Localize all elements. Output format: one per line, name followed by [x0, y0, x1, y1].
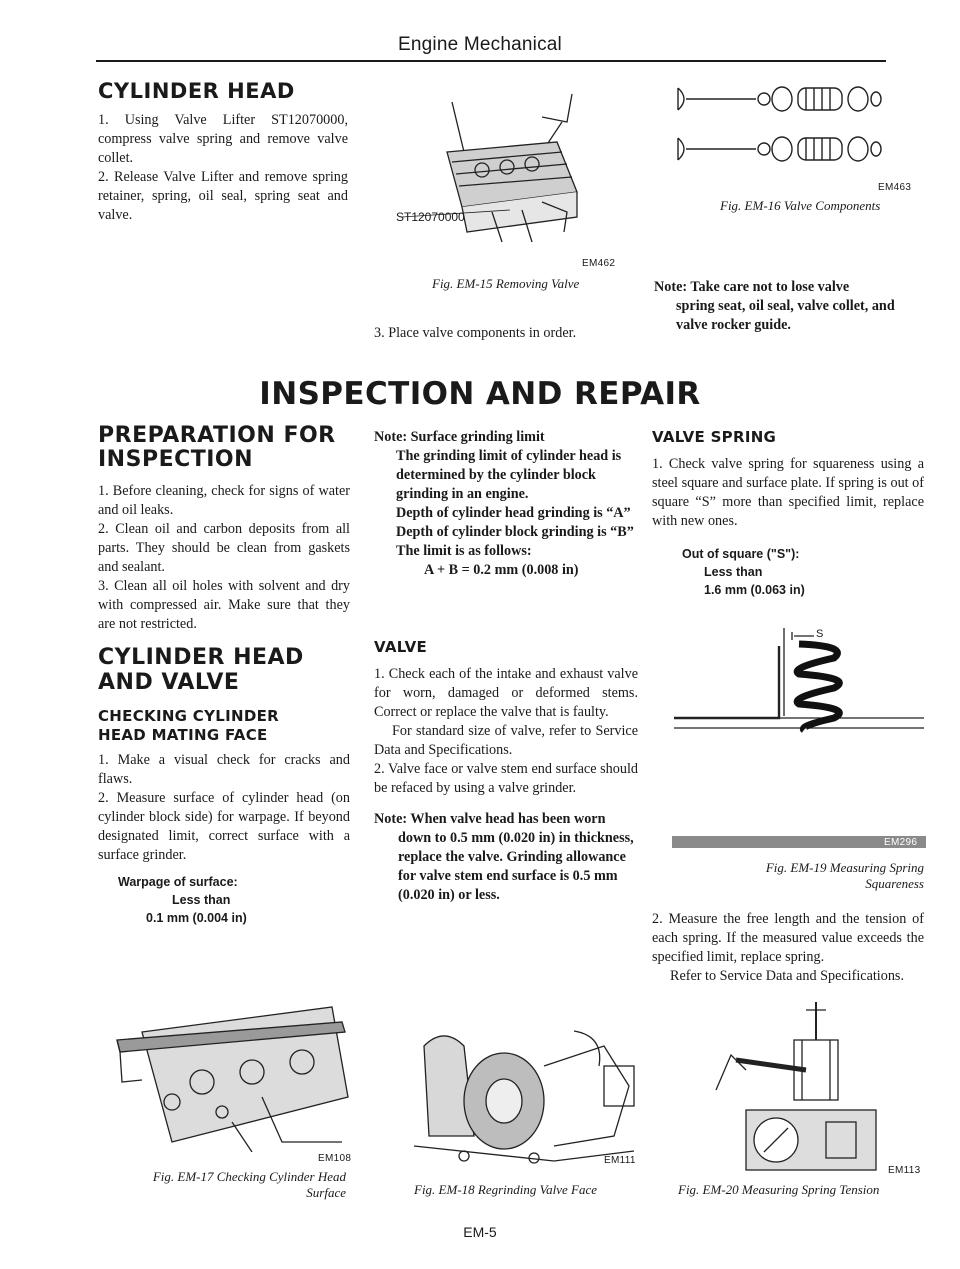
spec-value: Less than	[172, 893, 231, 907]
title-line: CHECKING CYLINDER	[98, 707, 280, 725]
formula: A + B = 0.2 mm (0.008 in)	[424, 562, 579, 578]
figure-em15	[392, 82, 628, 252]
valve-spring-step2	[652, 910, 924, 986]
tool-label-st12070000: ST12070000	[396, 210, 465, 224]
title-line: AND VALVE	[98, 670, 240, 695]
valve-section	[374, 638, 638, 905]
spring-squareness-illustration	[674, 626, 926, 756]
spec-value: 1.6 mm (0.063 in)	[704, 583, 805, 597]
cylinder-head-section	[98, 80, 348, 225]
paragraph: 3. Clean all oil holes with solvent and dry with compressed air. Make sure that they are not restricted.	[98, 578, 350, 632]
section-title-valve-spring: VALVE SPRING	[652, 428, 777, 446]
running-head: Engine Mechanical	[398, 34, 562, 55]
figure-code-em462: EM462	[582, 258, 616, 269]
note-lead: Note: Surface grinding limit	[374, 429, 545, 445]
spec-label: Warpage of surface:	[118, 875, 238, 889]
caption-line: Surface	[306, 1185, 346, 1200]
figure-caption-em20: Fig. EM-20 Measuring Spring Tension	[678, 1182, 880, 1197]
caption-line: Fig. EM-17 Checking Cylinder Head	[152, 1169, 346, 1184]
paragraph: Refer to Service Data and Specifications.	[670, 968, 905, 984]
figure-caption-em18: Fig. EM-18 Regrinding Valve Face	[414, 1182, 598, 1197]
paragraph: 1. Make a visual check for cracks and flaws.	[98, 752, 350, 787]
section-title-preparation	[98, 424, 350, 472]
figure-code-em113: EM113	[888, 1165, 921, 1176]
title-line: INSPECTION	[98, 447, 254, 472]
cylinder-head-illustration	[392, 82, 628, 252]
paragraph: 2. Measure surface of cylinder head (on cylinder block side) for warpage. If beyond designated limit, correct surface with a surface grinder.	[98, 790, 350, 863]
subsection-title-mating-face	[98, 707, 350, 745]
title-line: CYLINDER HEAD	[98, 645, 304, 670]
spring-tester-illustration	[706, 1000, 906, 1172]
page-number: EM-5	[463, 1224, 497, 1240]
spec-out-of-square	[652, 545, 924, 599]
valve-grinder-illustration	[404, 1026, 640, 1172]
paragraph: 1. Before cleaning, check for signs of water and oil leaks.	[98, 483, 350, 518]
paragraph: 1. Using Valve Lifter ST12070000, compress valve spring and remove valve collet.	[98, 112, 348, 166]
figure-em17	[112, 1002, 352, 1152]
note-body: down to 0.5 mm (0.020 in) in thickness, replace the valve. Grinding allowance for valve stem end surface is 0.5 mm (0.020 in) or less.	[398, 830, 634, 903]
note-lead: Note: Take care not to lose valve	[654, 279, 850, 295]
title-line: HEAD MATING FACE	[98, 726, 268, 744]
note-body: Depth of cylinder head grinding is “A”	[396, 505, 631, 521]
figure-caption-em19	[670, 860, 924, 892]
section-title-cylinder-head-valve	[98, 645, 350, 695]
caption-line: Fig. EM-19 Measuring Spring	[765, 860, 924, 875]
valve-spring-section	[652, 428, 924, 599]
section-title-valve: VALVE	[374, 638, 428, 656]
caption-line: Squareness	[865, 876, 924, 891]
note-lead: Note: When valve head has been worn	[374, 811, 606, 827]
figure-code-em463: EM463	[878, 182, 912, 193]
note-valve-components	[654, 278, 924, 335]
preparation-section	[98, 424, 350, 634]
figure-code-em111: EM111	[604, 1155, 636, 1166]
note-grinding-limit	[374, 428, 638, 580]
figure-code-em296: EM296	[884, 837, 918, 848]
paragraph: 2. Measure the free length and the tension of each spring. If the measured value exceeds the specified limit, replace spring.	[652, 911, 924, 965]
figure-em16	[676, 82, 906, 182]
paragraph: 1. Check valve spring for squareness using a steel square and surface plate. If spring is out of square “S” more than specified limit, replace with new ones.	[652, 456, 924, 529]
figure-caption-em17	[120, 1169, 346, 1201]
figure-label-s: S	[816, 628, 824, 640]
figure-code-em108: EM108	[318, 1153, 352, 1164]
note-body: The limit is as follows:	[396, 543, 532, 559]
figure-em18	[404, 1026, 640, 1172]
paragraph: 1. Check each of the intake and exhaust valve for worn, damaged or deformed stems. Correct or replace the valve that is faulty.	[374, 666, 638, 720]
title-line: PREPARATION FOR	[98, 423, 336, 448]
header-rule	[96, 60, 886, 62]
paragraph: 2. Clean oil and carbon deposits from all parts. They should be clean from gaskets and sealant.	[98, 521, 350, 575]
figure-caption-em16: Fig. EM-16 Valve Components	[720, 198, 881, 213]
figure-em20	[706, 1000, 906, 1172]
paragraph: 3. Place valve components in order.	[374, 325, 577, 341]
spec-warpage	[98, 873, 350, 927]
figure-caption-em15: Fig. EM-15 Removing Valve	[432, 276, 580, 291]
figure-em19	[674, 626, 926, 756]
note-valve-head	[374, 810, 638, 905]
note-body: Depth of cylinder block grinding is “B”	[396, 524, 634, 540]
paragraph: For standard size of valve, refer to Service Data and Specifications.	[374, 723, 638, 758]
note-body: spring seat, oil seal, valve collet, and valve rocker guide.	[676, 298, 895, 333]
paragraph: 2. Valve face or valve stem end surface should be refaced by using a valve grinder.	[374, 761, 638, 796]
section-title-cylinder-head: CYLINDER HEAD	[98, 79, 295, 103]
section-title-inspection-repair: INSPECTION AND REPAIR	[259, 376, 701, 412]
spec-label: Out of square ("S"):	[682, 547, 800, 561]
valve-components-illustration	[676, 82, 906, 182]
paragraph: 2. Release Valve Lifter and remove spring retainer, spring, oil seal, spring seat and valve.	[98, 169, 348, 223]
straightedge-illustration	[112, 1002, 352, 1152]
spec-value: 0.1 mm (0.004 in)	[146, 911, 247, 925]
cylinder-head-valve-section	[98, 645, 350, 927]
note-body: The grinding limit of cylinder head is determined by the cylinder block grinding in an engine.	[396, 448, 622, 502]
spec-value: Less than	[704, 565, 763, 579]
